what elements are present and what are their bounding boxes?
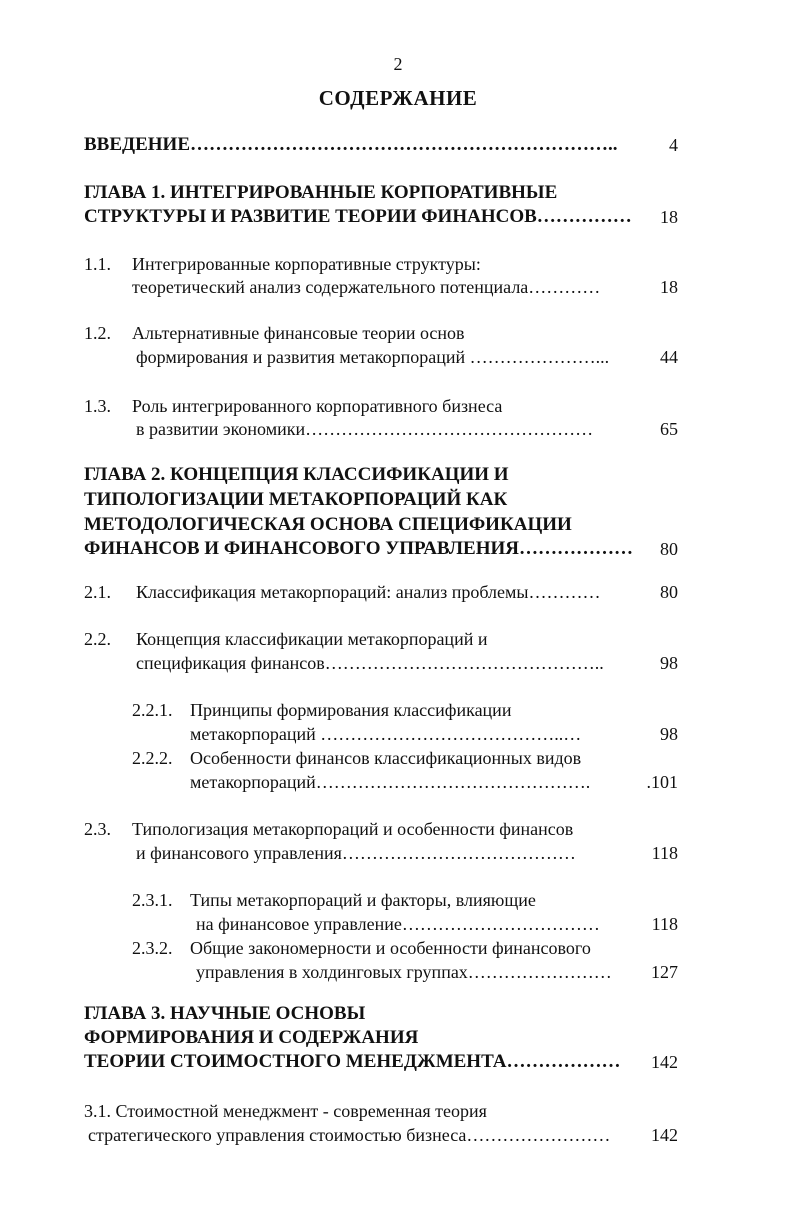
toc-page-number: 118 (651, 843, 678, 863)
toc-entry-text: управления в холдинговых группах…………………… (196, 962, 612, 982)
toc-page-number: 127 (651, 962, 678, 982)
toc-entry-text: 3.1. Стоимостной менеджмент - современная теория (84, 1101, 487, 1121)
toc-entry-text: Особенности финансов классификационных видов (190, 748, 582, 768)
toc-entry-text: Общие закономерности и особенности финансового (190, 938, 591, 958)
toc-page-number: 4 (669, 135, 678, 155)
toc-entry-text: на финансовое управление…………………………… (196, 914, 600, 934)
toc-page-number: 142 (651, 1125, 678, 1145)
toc-chapter-title-line: ТИПОЛОГИЗАЦИИ МЕТАКОРПОРАЦИЙ КАК (84, 489, 508, 510)
toc-chapter-title-line: СТРУКТУРЫ И РАЗВИТИЕ ТЕОРИИ ФИНАНСОВ…………… (84, 206, 632, 227)
toc-entry-text: в развитии экономики………………………………………… (136, 419, 594, 439)
toc-entry-text: теоретический анализ содержательного потенциала………… (132, 277, 601, 297)
toc-chapter-title-line: ГЛАВА 3. НАУЧНЫЕ ОСНОВЫ (84, 1003, 366, 1024)
toc-section-number: 2.3.2. (132, 938, 173, 958)
toc-chapter-title-line: ФИНАНСОВ И ФИНАНСОВОГО УПРАВЛЕНИЯ……………… (84, 538, 633, 559)
toc-page-number: 80 (660, 539, 678, 559)
toc-page-number: 118 (651, 914, 678, 934)
page-title: СОДЕРЖАНИЕ (318, 86, 478, 110)
toc-entry-text: формирования и развития метакорпораций …………………... (136, 347, 610, 367)
toc-entry-text: Альтернативные финансовые теории основ (132, 323, 465, 343)
toc-section-number: 2.2.1. (132, 700, 173, 720)
toc-entry-text: метакорпораций………………………………………. (190, 772, 591, 792)
toc-section-number: 2.2.2. (132, 748, 173, 768)
toc-section-number: 1.3. (84, 396, 111, 416)
toc-page-number: 80 (660, 582, 678, 602)
toc-page-number: 142 (651, 1052, 678, 1072)
toc-page-number: 18 (660, 277, 678, 297)
toc-entry-text: Интегрированные корпоративные структуры: (132, 254, 481, 274)
toc-entry-text: Принципы формирования классификации (190, 700, 512, 720)
toc-section-number: 1.2. (84, 323, 111, 343)
toc-entry-text: Классификация метакорпораций: анализ проблемы………… (136, 582, 601, 602)
toc-entry-text: Роль интегрированного корпоративного бизнеса (132, 396, 503, 416)
toc-chapter-title-line: ТЕОРИИ СТОИМОСТНОГО МЕНЕДЖМЕНТА……………… (84, 1051, 621, 1072)
toc-page-number: 98 (660, 653, 678, 673)
toc-section-number: 2.3.1. (132, 890, 173, 910)
toc-chapter-title-line: ГЛАВА 1. ИНТЕГРИРОВАННЫЕ КОРПОРАТИВНЫЕ (84, 182, 558, 203)
toc-entry-text: Концепция классификации метакорпораций и (136, 629, 488, 649)
toc-entry-text: Типологизация метакорпораций и особенности финансов (132, 819, 574, 839)
toc-page-number: 65 (660, 419, 678, 439)
toc-entry-text: спецификация финансов……………………………………….. (136, 653, 604, 673)
toc-chapter-title-line: ГЛАВА 2. КОНЦЕПЦИЯ КЛАССИФИКАЦИИ И (84, 464, 509, 485)
toc-page-number: 44 (660, 347, 678, 367)
toc-entry-text: ВВЕДЕНИЕ………………………………………………………….. (84, 134, 618, 155)
toc-page-number: 18 (660, 207, 678, 227)
toc-page-number: .101 (646, 772, 678, 792)
toc-section-number: 2.3. (84, 819, 111, 839)
toc-entry-text: стратегического управления стоимостью бизнеса…………………… (88, 1125, 611, 1145)
page-number: 2 (393, 54, 403, 74)
toc-chapter-title-line: МЕТОДОЛОГИЧЕСКАЯ ОСНОВА СПЕЦИФИКАЦИИ (84, 514, 572, 535)
toc-chapter-title-line: ФОРМИРОВАНИЯ И СОДЕРЖАНИЯ (84, 1027, 419, 1048)
toc-page-number: 98 (660, 724, 678, 744)
toc-entry-text: метакорпораций …………………………………..… (190, 724, 582, 744)
toc-section-number: 2.2. (84, 629, 111, 649)
toc-entry-text: Типы метакорпораций и факторы, влияющие (190, 890, 536, 910)
toc-section-number: 2.1. (84, 582, 111, 602)
toc-entry-text: и финансового управления………………………………… (136, 843, 576, 863)
toc-section-number: 1.1. (84, 254, 111, 274)
